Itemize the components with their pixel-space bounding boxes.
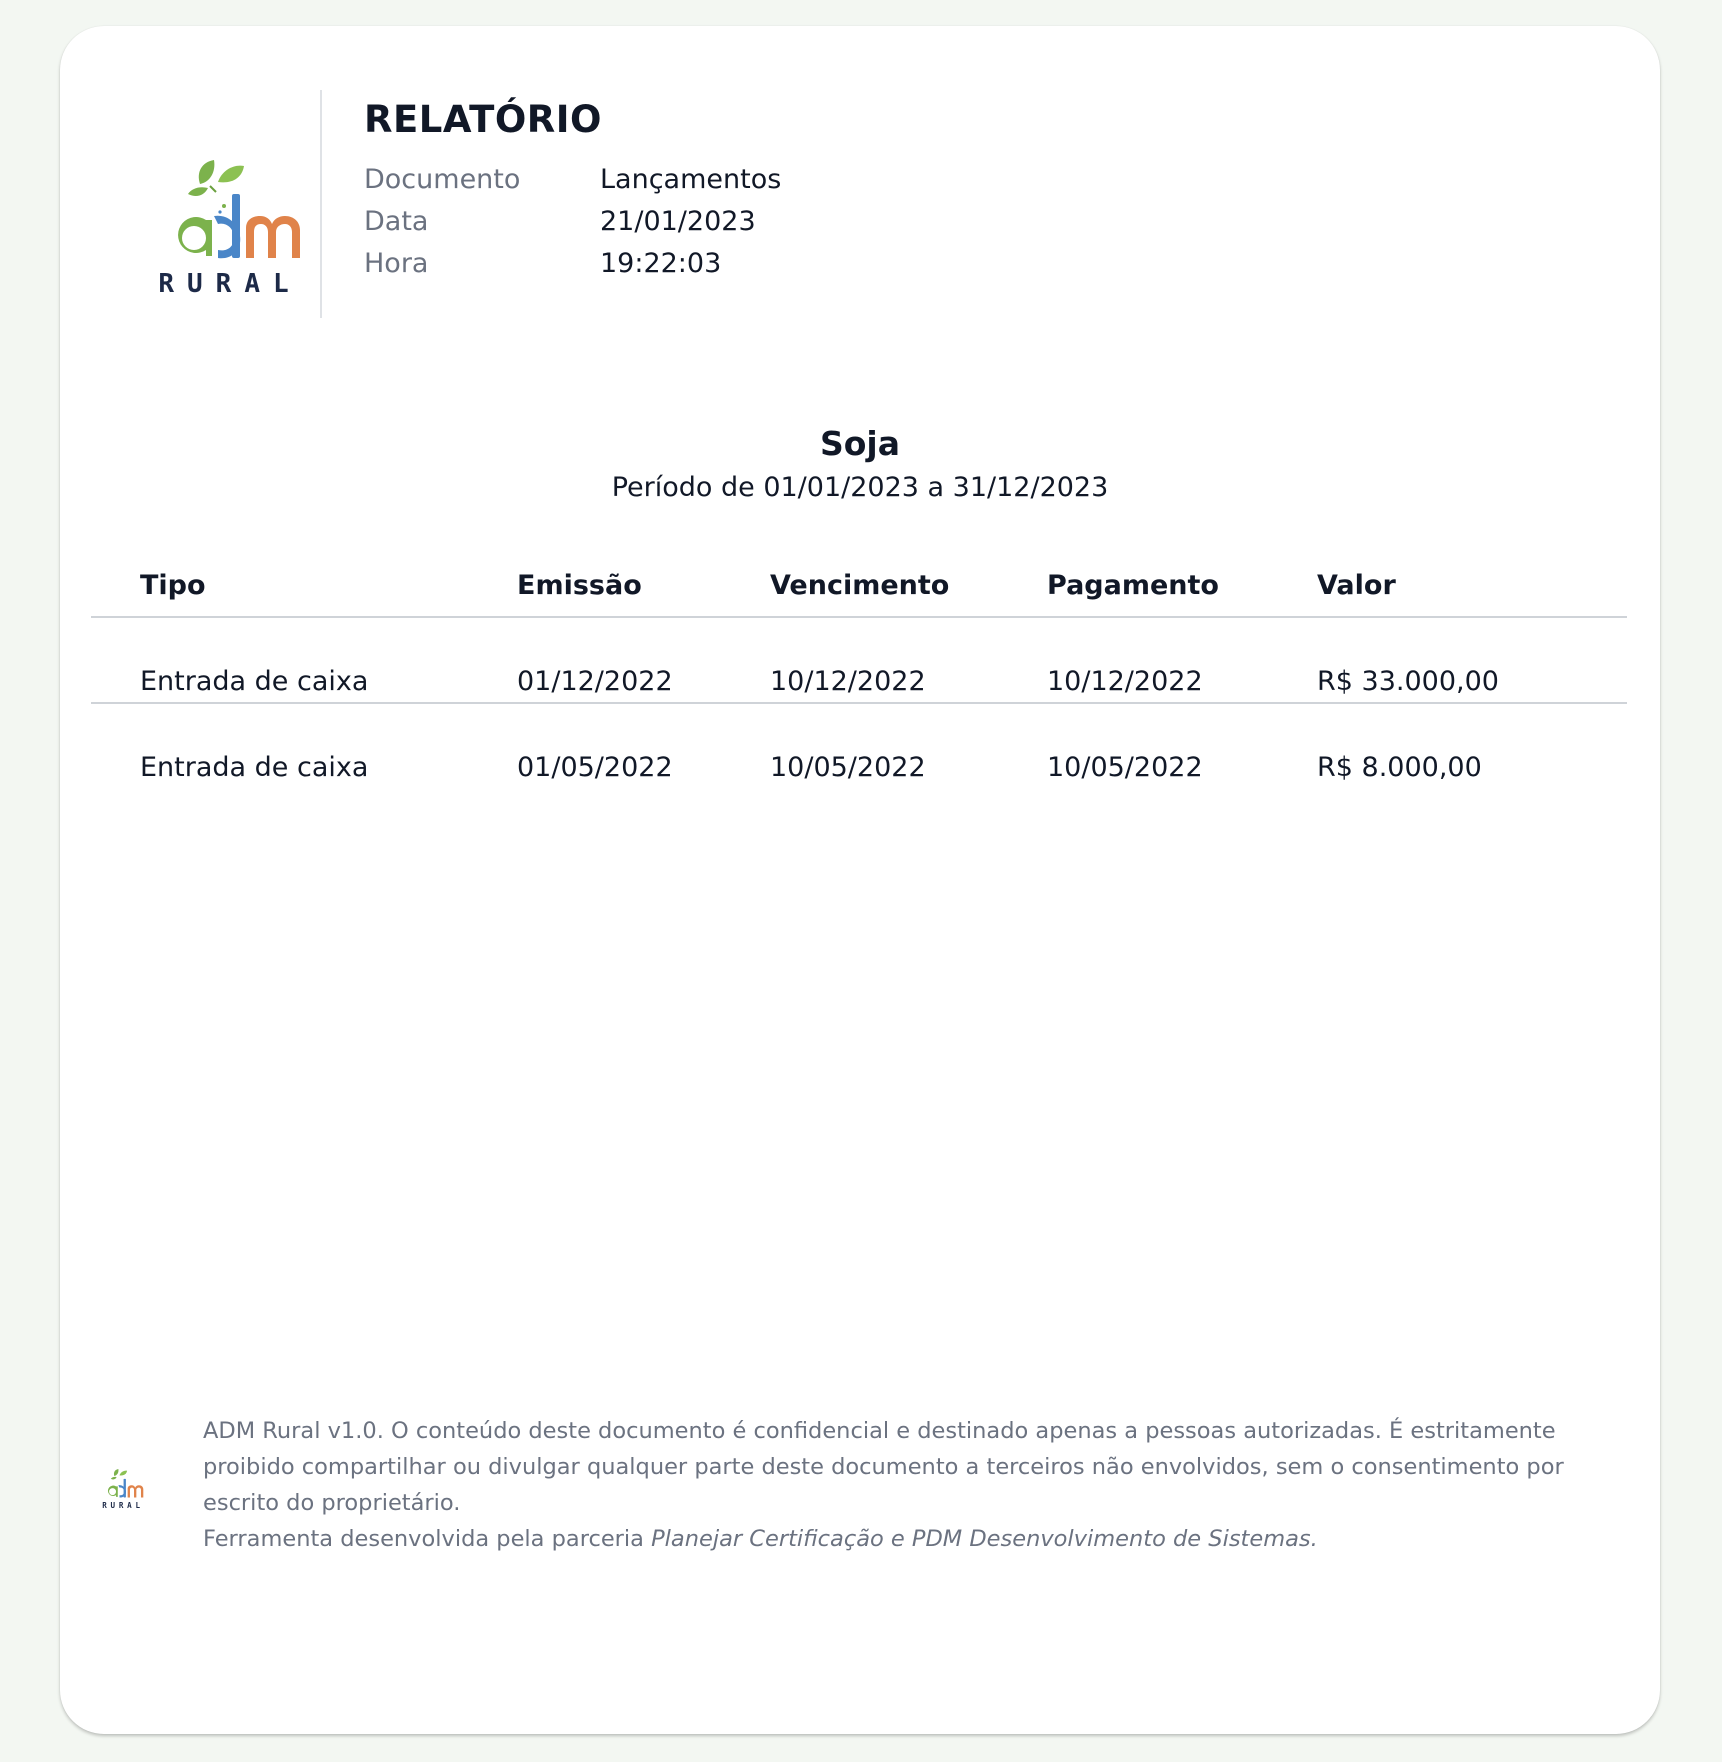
cell-emissao: 01/05/2022 bbox=[517, 752, 673, 783]
footer-credit bbox=[203, 1521, 1593, 1557]
footer-disclaimer-text: ADM Rural v1.0. O conteúdo deste documento é confidencial e destinado apenas a pessoas autorizadas. É estritamente proibido compartilhar ou divulgar qualquer parte deste documento a terceiros não envolvidos, sem o consentimento por escrito do proprietário. bbox=[203, 1418, 1564, 1516]
column-header-pagamento: Pagamento bbox=[1047, 570, 1219, 601]
column-header-tipo: Tipo bbox=[140, 570, 206, 601]
meta-value-hora: 19:22:03 bbox=[600, 248, 722, 279]
adm-rural-logo bbox=[130, 142, 330, 302]
cell-pagamento: 10/05/2022 bbox=[1047, 752, 1203, 783]
column-header-emissao: Emissão bbox=[517, 570, 642, 601]
report-card bbox=[60, 26, 1660, 1734]
footer-credit-prefix: Ferramenta desenvolvida pela parceria bbox=[203, 1526, 652, 1552]
column-header-vencimento: Vencimento bbox=[770, 570, 950, 601]
cell-vencimento: 10/12/2022 bbox=[770, 666, 926, 697]
report-name: Soja bbox=[819, 424, 901, 463]
meta-label-documento: Documento bbox=[364, 164, 521, 195]
table-header-divider bbox=[91, 616, 1627, 618]
column-header-valor: Valor bbox=[1317, 570, 1396, 601]
cell-vencimento: 10/05/2022 bbox=[770, 752, 926, 783]
meta-label-hora: Hora bbox=[364, 248, 429, 279]
report-period: Período de 01/01/2023 a 31/12/2023 bbox=[611, 472, 1109, 503]
cell-valor: R$ 33.000,00 bbox=[1317, 666, 1499, 697]
cell-valor: R$ 8.000,00 bbox=[1317, 752, 1482, 783]
adm-rural-logo-small bbox=[94, 1462, 152, 1512]
row-divider bbox=[91, 702, 1627, 704]
meta-value-documento: Lançamentos bbox=[600, 164, 782, 195]
cell-emissao: 01/12/2022 bbox=[517, 666, 673, 697]
logo-subtitle-text: RURAL bbox=[158, 269, 302, 299]
meta-value-data: 21/01/2023 bbox=[600, 206, 756, 237]
cell-pagamento: 10/12/2022 bbox=[1047, 666, 1203, 697]
footer-credit-partners: Planejar Certificação e PDM Desenvolvimento de Sistemas. bbox=[651, 1526, 1318, 1552]
cell-tipo: Entrada de caixa bbox=[140, 666, 369, 697]
footer-disclaimer bbox=[203, 1413, 1593, 1557]
logo-small-subtitle-text: RURAL bbox=[102, 1500, 144, 1510]
meta-label-data: Data bbox=[364, 206, 429, 237]
page-title: RELATÓRIO bbox=[364, 98, 603, 141]
cell-tipo: Entrada de caixa bbox=[140, 752, 369, 783]
header-divider bbox=[320, 90, 322, 318]
